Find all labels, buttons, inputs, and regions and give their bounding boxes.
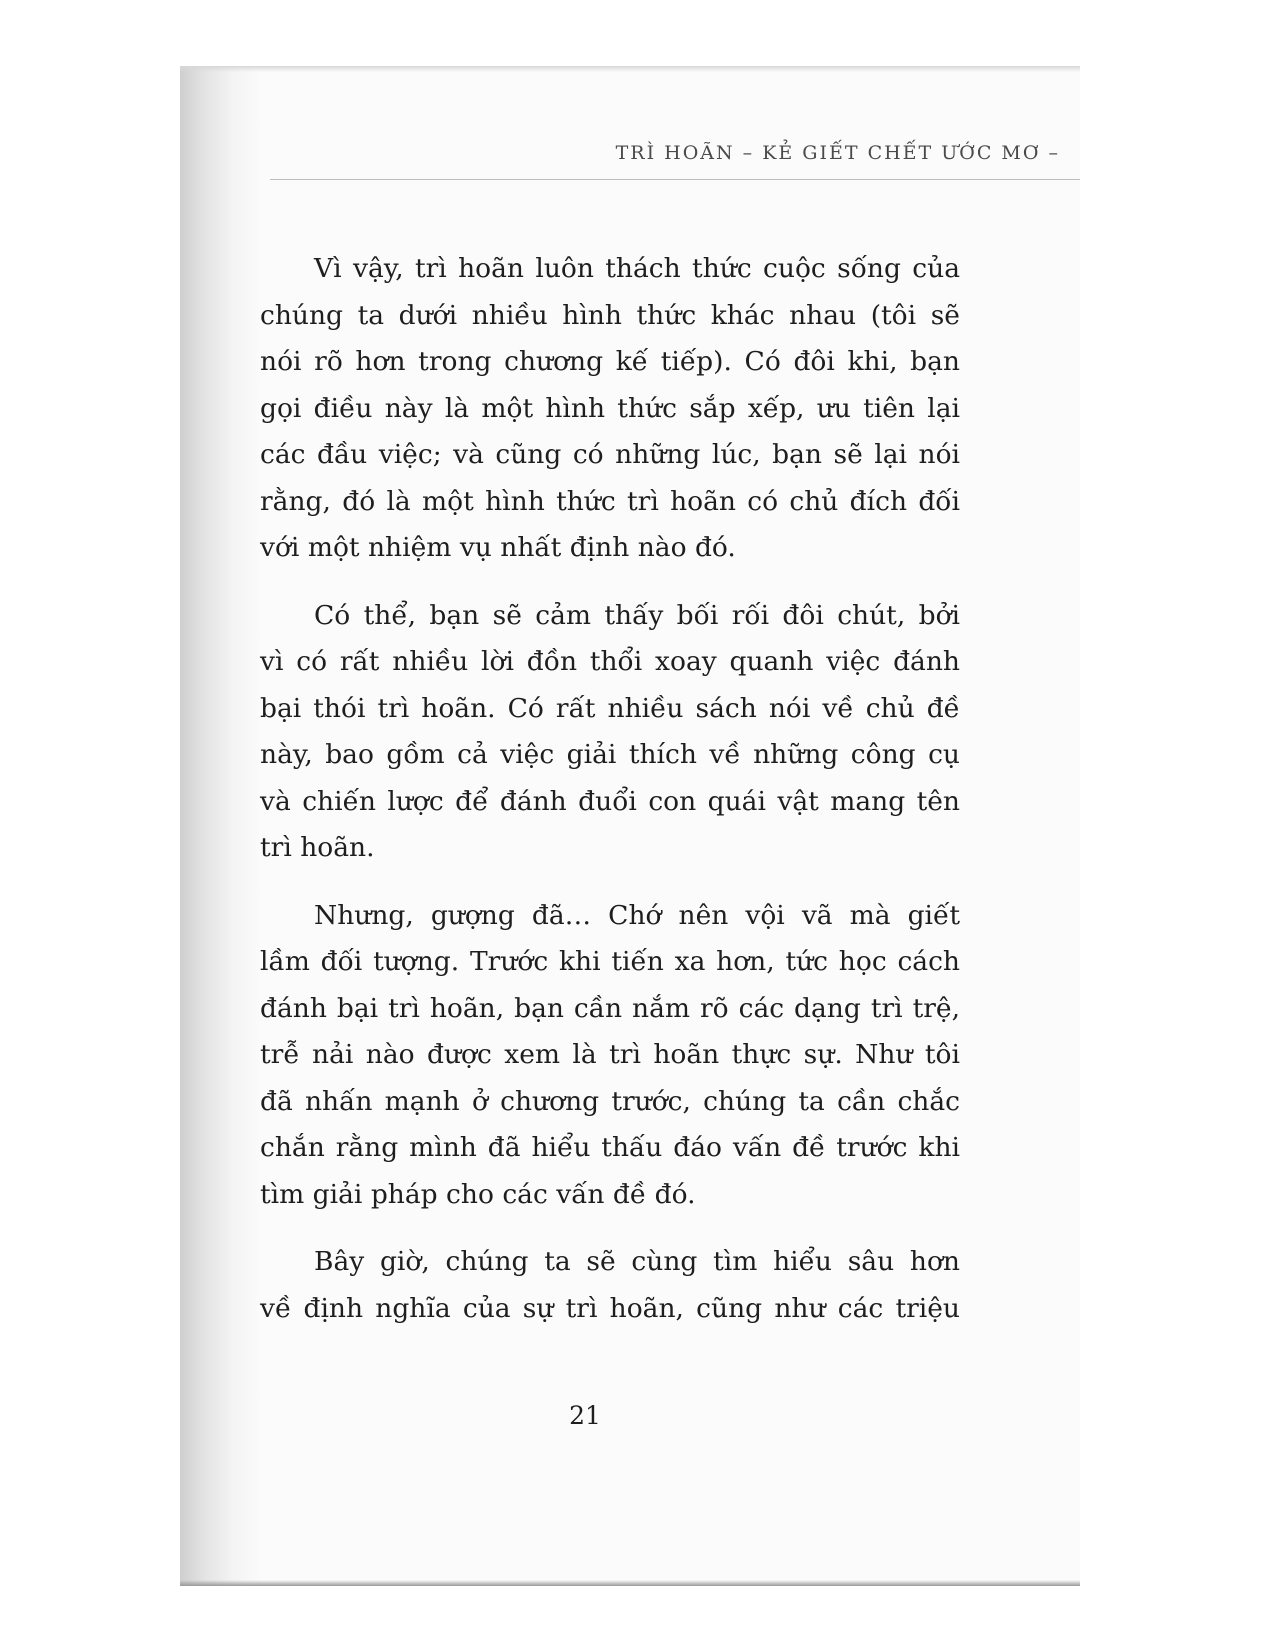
- text-line: gọi điều này là một hình thức sắp xếp, ưu tiên lại: [260, 392, 960, 424]
- text-line: rằng, đó là một hình thức trì hoãn có chủ đích đối: [260, 485, 960, 517]
- text-line: các đầu việc; và cũng có những lúc, bạn sẽ lại nói: [260, 439, 960, 470]
- paragraph-1: [260, 246, 960, 572]
- text-line: tìm giải pháp cho các vấn đề đó.: [260, 1178, 696, 1210]
- paragraph-2: [260, 593, 960, 872]
- bottom-edge-shadow: [180, 1580, 1080, 1586]
- paragraph-4: [260, 1239, 960, 1332]
- text-line: nói rõ hơn trong chương kế tiếp). Có đôi khi, bạn: [260, 346, 960, 377]
- text-line: vì có rất nhiều lời đồn thổi xoay quanh việc đánh: [260, 646, 960, 677]
- spine-shadow: [180, 66, 260, 1586]
- body-text: [260, 246, 960, 1353]
- page-number: 21: [569, 1401, 601, 1430]
- text-line: với một nhiệm vụ nhất định nào đó.: [260, 532, 736, 563]
- book-page: [180, 66, 1080, 1586]
- text-line: chắn rằng mình đã hiểu thấu đáo vấn đề trước khi: [260, 1132, 960, 1163]
- top-edge-shadow: [180, 66, 1080, 72]
- text-line: Vì vậy, trì hoãn luôn thách thức cuộc sống của: [314, 253, 960, 284]
- text-line: Nhưng, gượng đã… Chớ nên vội vã mà giết: [314, 899, 960, 931]
- text-line: đánh bại trì hoãn, bạn cần nắm rõ các dạng trì trệ,: [260, 992, 960, 1024]
- text-line: trễ nải nào được xem là trì hoãn thực sự. Như tôi: [260, 1039, 960, 1070]
- text-line: bại thói trì hoãn. Có rất nhiều sách nói về chủ đề: [260, 692, 960, 724]
- text-line: và chiến lược để đánh đuổi con quái vật mang tên: [260, 785, 960, 817]
- text-line: Bây giờ, chúng ta sẽ cùng tìm hiểu sâu hơn: [314, 1246, 960, 1277]
- text-line: lầm đối tượng. Trước khi tiến xa hơn, tức học cách: [260, 946, 960, 977]
- text-line: chúng ta dưới nhiều hình thức khác nhau (tôi sẽ: [260, 299, 960, 331]
- text-line: này, bao gồm cả việc giải thích về những công cụ: [260, 739, 960, 770]
- text-line: đã nhấn mạnh ở chương trước, chúng ta cần chắc: [260, 1085, 960, 1117]
- paragraph-3: [260, 893, 960, 1219]
- text-line: trì hoãn.: [260, 832, 375, 863]
- text-line: Có thể, bạn sẽ cảm thấy bối rối đôi chút, bởi: [314, 599, 960, 631]
- header-rule: [270, 179, 1080, 180]
- text-line: về định nghĩa của sự trì hoãn, cũng như các triệu: [260, 1292, 960, 1324]
- running-header: TRÌ HOÃN – KẺ GIẾT CHẾT ƯỚC MƠ –: [615, 142, 1060, 164]
